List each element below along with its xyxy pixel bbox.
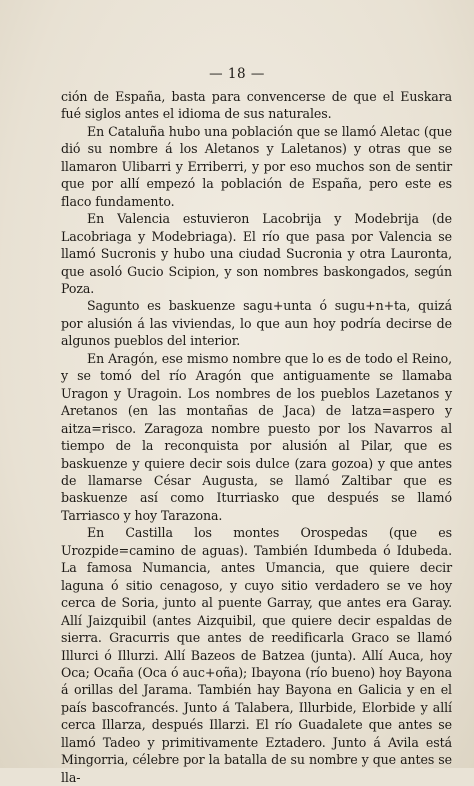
page-body xyxy=(61,88,452,786)
paragraph-castilla: En Castilla los montes Orospedas (que es Urozpide=camino de aguas). También Idumbeda ó Idubeda. La famosa Numancia, antes Umancia, que quiere decir laguna ó sitio cenagoso, y cuyo sitio verdadero se ve hoy cerca de Soria, junto al puente Garray, que antes era Garay. Allí Jaizquibil (antes Aizquibil, que quiere decir espaldas de sierra. Gracurris que antes de reedificarla Graco se llamó Illurci ó Illurzi. Allí Bazeos de Batzea (junta). Allí Auca, hoy Oca; Ocaña (Oca ó auc+oña); Ibayona (río bueno) hoy Bayona á orillas del Jarama. También hay Bayona en Galicia y en el país bascofrancés. Junto á Talabera, Illurbide, Elorbide y allí cerca Illarza, después Illarzi. El río Guadalete que antes se llamó Tadeo y primitivamente Eztadero. Junto á Avila está Mingorria, célebre por la batalla de su nombre y que antes se lla- xyxy=(61,525,452,785)
paragraph-valencia: En Valencia estuvieron Lacobrija y Modebrija (de Lacobriaga y Modebriaga). El río que pasa por Valencia se llamó Sucronis y hubo una ciudad Sucronia y otra Lauronta, que asoló Gucio Scipion, y son nombres baskongados, según Poza. xyxy=(61,211,452,296)
paragraph-sagunto: Sagunto es baskuenze sagu+unta ó sugu+n+ta, quizá por alusión á las viviendas, lo que aun hoy podría decirse de algunos pueblos del interior. xyxy=(61,298,452,349)
paragraph-cataluna: En Cataluña hubo una población que se llamó Aletac (que dió su nombre á los Aletanos y Laletanos) y otras que se llamaron Ulibarri y Erriberri, y por eso muchos son de sentir que por allí empezó la población de España, pero este es flaco fundamento. xyxy=(61,123,452,209)
page-number: — 18 — xyxy=(209,66,265,82)
paragraph-continuation: ción de España, basta para convencerse de que el Euskara fué siglos antes el idioma de sus naturales. xyxy=(61,89,452,122)
paragraph-aragon: En Aragón, ese mismo nombre que lo es de todo el Reino, y se tomó del río Aragón que antiguamente se llamaba Uragon y Uragoin. Los nombres de los pueblos Lazetanos y Aretanos (en las montañas de Jaca) de latza=aspero y aitza=risco. Zaragoza nombre puesto por los Navarros al tiempo de la reconquista por alusión al Pilar, que es baskuenze y quiere decir sois dulce (zara gozoa) y que antes de llamarse César Augusta, se llamó Zaltibar que es baskuenze así como Iturriasko que después se llamó Tarriasco y hoy Tarazona. xyxy=(61,350,452,523)
